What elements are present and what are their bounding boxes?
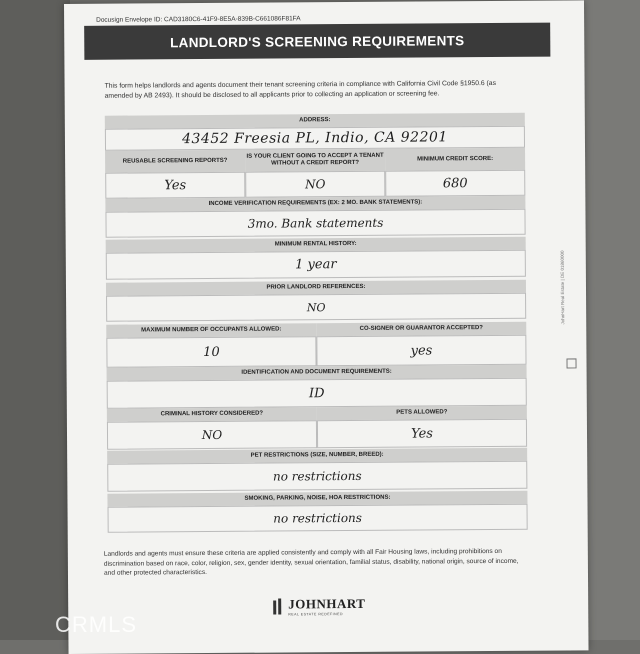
max-occupants-label: MAXIMUM NUMBER OF OCCUPANTS ALLOWED: — [106, 323, 316, 337]
rental-history-label: MINIMUM RENTAL HISTORY: — [106, 237, 526, 253]
form-paper — [64, 0, 589, 654]
criminal-value: NO — [107, 420, 317, 449]
address-value: 43452 Freesia PL, Indio, CA 92201 — [105, 126, 525, 151]
income-value: 3mo. Bank statements — [105, 209, 525, 238]
crmls-watermark: CRMLS — [55, 612, 138, 637]
logo-mark-icon — [272, 598, 284, 614]
logo-name: JOHNHART — [288, 595, 366, 612]
no-credit-value: NO — [245, 171, 385, 198]
min-credit-value: 680 — [385, 170, 525, 197]
pet-restrictions-label: PET RESTRICTIONS (SIZE, NUMBER, BREED): — [107, 448, 527, 464]
side-note: JohnHart Real Estate | DE 01860000 — [559, 250, 566, 325]
rental-history-value: 1 year — [106, 250, 526, 280]
johnhart-logo — [272, 596, 365, 617]
fair-housing-footer: Landlords and agents must ensure these criteria are applied consistently and comply with all Fair Housing laws, including prohibitions on discrimination based on race, color, religion, sex, gender identity, sexual orientation, familial status, disability, national origin, source of income, and other protected characteristics. — [103, 547, 519, 577]
form-title: LANDLORD'S SCREENING REQUIREMENTS — [84, 23, 550, 60]
min-credit-label: MINIMUM CREDIT SCORE: — [385, 148, 525, 171]
reusable-label: REUSABLE SCREENING REPORTS? — [105, 150, 245, 173]
background-left — [0, 0, 70, 640]
id-label: IDENTIFICATION AND DOCUMENT REQUIREMENTS: — [107, 365, 527, 381]
pets-value: Yes — [317, 419, 527, 448]
background-right — [580, 0, 640, 640]
no-credit-label: IS YOUR CLIENT GOING TO ACCEPT A TENANT WITHOUT A CREDIT REPORT? — [245, 149, 385, 172]
cosigner-label: CO-SIGNER OR GUARANTOR ACCEPTED? — [316, 322, 526, 336]
smoking-value: no restrictions — [108, 504, 528, 533]
pet-restrictions-value: no restrictions — [107, 461, 527, 492]
criminal-label: CRIMINAL HISTORY CONSIDERED? — [107, 407, 317, 421]
pets-label: PETS ALLOWED? — [317, 406, 527, 420]
income-label: INCOME VERIFICATION REQUIREMENTS (EX: 2 MO. BANK STATEMENTS): — [105, 196, 525, 212]
prior-ref-value: NO — [106, 293, 526, 322]
cosigner-value: yes — [316, 335, 526, 366]
intro-text: This form helps landlords and agents document their tenant screening criteria in compliance with California Civil Code §1950.6 (as amended by AB 2493). It should be disclosed to all applicants prior to collecting an application or screening fee. — [104, 79, 496, 100]
max-occupants-value: 10 — [106, 336, 316, 367]
logo-tagline: REAL ESTATE REDEFINED — [288, 612, 344, 617]
equal-housing-icon — [566, 358, 576, 368]
envelope-id: Docusign Envelope ID: CAD3180C6-41F9-8E5A-839B-C661086F81FA — [96, 15, 301, 24]
prior-ref-label: PRIOR LANDLORD REFERENCES: — [106, 280, 526, 296]
id-value: ID — [107, 378, 527, 409]
reusable-value: Yes — [105, 172, 245, 199]
address-label: ADDRESS: — [105, 113, 525, 129]
smoking-label: SMOKING, PARKING, NOISE, HOA RESTRICTIONS: — [107, 491, 527, 507]
